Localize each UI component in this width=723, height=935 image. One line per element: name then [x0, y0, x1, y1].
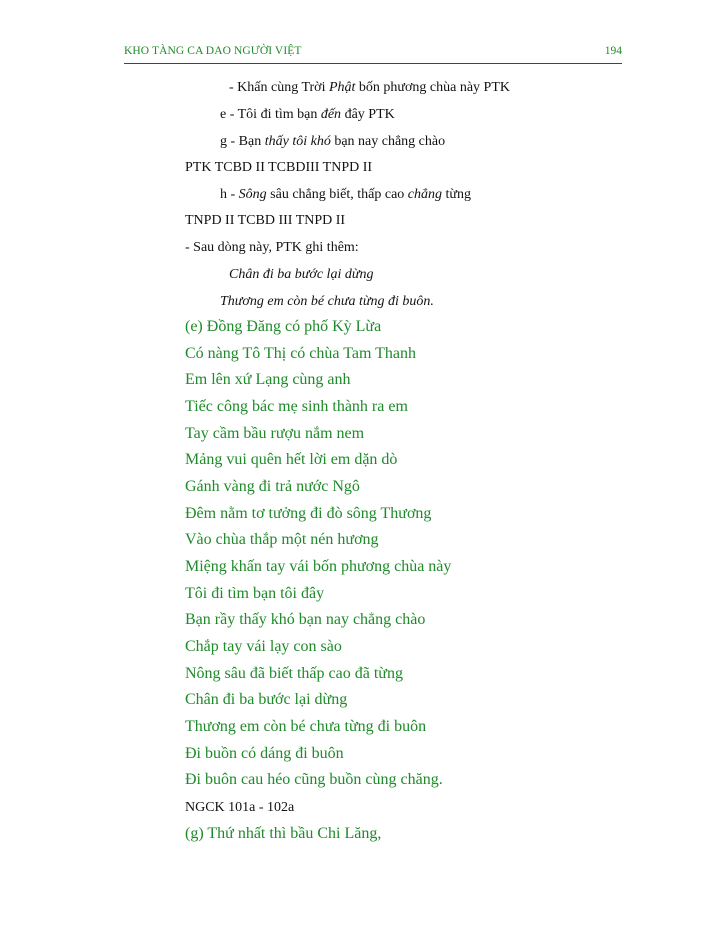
verse-line: Mảng vui quên hết lời em dặn dò [185, 451, 398, 468]
verse-line: Có nàng Tô Thị có chùa Tam Thanh [185, 345, 416, 362]
verse-line: Miệng khấn tay vái bốn phương chùa này [185, 558, 452, 575]
verse-line: Vào chùa thắp một nén hương [185, 531, 379, 548]
verse-line: Bạn rầy thấy khó bạn nay chẳng chào [185, 611, 426, 628]
verse-line: Em lên xứ Lạng cùng anh [185, 371, 351, 388]
note-line-5: h - Sông sâu chẳng biết, thấp cao chẳng từng [220, 187, 471, 202]
note-line-6: TNPD II TCBD III TNPD II [185, 213, 346, 228]
verse-line: Đi buồn có dáng đi buôn [185, 745, 344, 762]
verse-line: Tiếc công bác mẹ sinh thành ra em [185, 398, 408, 415]
source-reference: NGCK 101a - 102a [185, 800, 295, 815]
note-line-3: g - Bạn thấy tôi khó bạn nay chẳng chào [220, 134, 446, 149]
note-line-7: - Sau dòng này, PTK ghi thêm: [185, 240, 359, 255]
note-line-4: PTK TCBD II TCBDIII TNPD II [185, 160, 373, 175]
verse-line: (e) Đồng Đăng có phố Kỳ Lừa [185, 318, 382, 335]
verse-line: Tay cầm bầu rượu nắm nem [185, 425, 365, 442]
verse-line: Tôi đi tìm bạn tôi đây [185, 585, 325, 602]
page-number: 194 [604, 45, 622, 57]
verse-line: Thương em còn bé chưa từng đi buôn [185, 718, 427, 735]
verse-line: Chắp tay vái lạy con sào [185, 638, 342, 655]
book-title: KHO TÀNG CA DAO NGƯỜI VIỆT [124, 45, 302, 57]
verse-line: Đi buôn cau héo cũng buồn cùng chăng. [185, 771, 443, 788]
next-verse-line: (g) Thứ nhất thì bầu Chi Lăng, [185, 825, 382, 842]
note-line-9: Thương em còn bé chưa từng đi buôn. [220, 294, 434, 309]
page-header [124, 45, 622, 64]
note-line-1: - Khấn cùng Trời Phật bốn phương chùa này PTK [229, 80, 511, 95]
verse-line: Nông sâu đã biết thấp cao đã từng [185, 665, 403, 682]
verse-line: Chân đi ba bước lại dừng [185, 691, 348, 708]
note-line-2: e - Tôi đi tìm bạn đến đây PTK [220, 107, 395, 122]
note-line-8: Chân đi ba bước lại dừng [229, 267, 374, 282]
verse-line: Gánh vàng đi trả nước Ngô [185, 478, 360, 495]
verse-line: Đêm nằm tơ tưởng đi đò sông Thương [185, 505, 432, 522]
